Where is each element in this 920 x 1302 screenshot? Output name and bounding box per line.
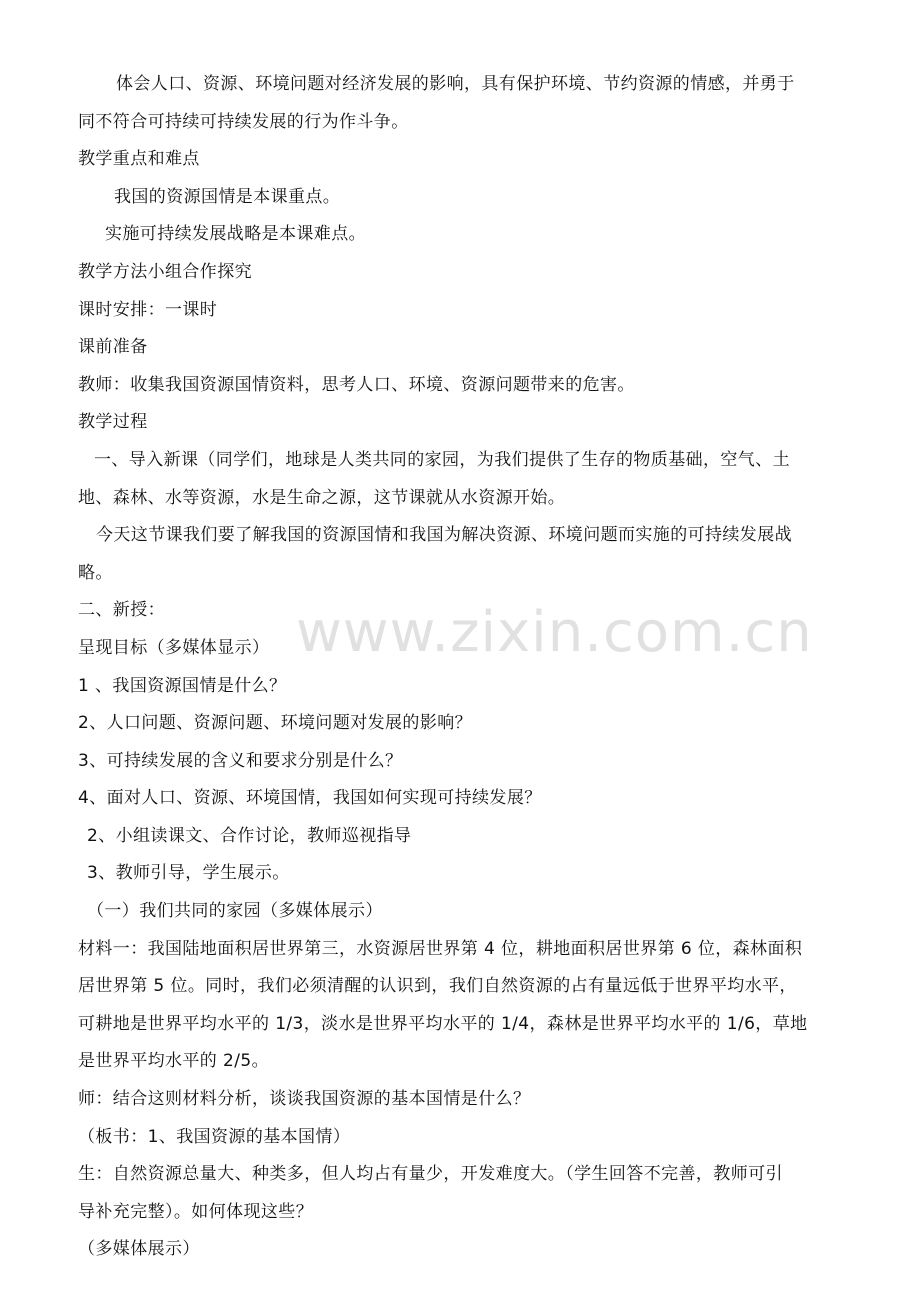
paragraph-line: 可耕地是世界平均水平的 1/3，淡水是世界平均水平的 1/4，森林是世界平均水平的 1/6，草地	[78, 1013, 808, 1034]
paragraph-line: 实施可持续发展战略是本课难点。	[105, 224, 366, 245]
list-item: 4、面对人口、资源、环境国情，我国如何实现可持续发展？	[78, 788, 542, 809]
paragraph-line: 生：自然资源总量大、种类多，但人均占有量少，开发难度大。（学生回答不完善，教师可引	[78, 1164, 783, 1185]
paragraph-line: 呈现目标（多媒体显示）	[78, 637, 270, 658]
list-item: 1 、我国资源国情是什么？	[78, 675, 287, 696]
paragraph-line: 教师：收集我国资源国情资料，思考人口、环境、资源问题带来的危害。	[78, 374, 635, 395]
paragraph-line: 地、森林、水等资源，水是生命之源，这节课就从水资源开始。	[78, 487, 566, 508]
paragraph-line: 材料一：我国陆地面积居世界第三，水资源居世界第 4 位，耕地面积居世界第 6 位，森林面积	[78, 938, 803, 959]
paragraph-line: 一、导入新课（同学们，地球是人类共同的家园，为我们提供了生存的物质基础，空气、土	[94, 449, 790, 470]
section-heading: 教学重点和难点	[78, 149, 200, 170]
paragraph-line: 是世界平均水平的 2/5。	[78, 1051, 269, 1072]
section-heading: 课时安排：一课时	[78, 299, 218, 320]
section-heading: 课前准备	[78, 337, 148, 358]
list-item: 3、可持续发展的含义和要求分别是什么？	[78, 750, 403, 771]
section-heading: 二、新授：	[78, 600, 165, 621]
list-item: 2、人口问题、资源问题、环境问题对发展的影响？	[78, 713, 473, 734]
paragraph-line: 同不符合可持续可持续发展的行为作斗争。	[78, 111, 409, 132]
section-heading: 教学方法小组合作探究	[78, 261, 252, 282]
paragraph-line: （板书：1、我国资源的基本国情）	[78, 1126, 351, 1147]
paragraph-line: 居世界第 5 位。同时，我们必须清醒的认识到，我们自然资源的占有量远低于世界平均水平，	[78, 976, 797, 997]
paragraph-line: 体会人口、资源、环境问题对经济发展的影响，具有保护环境、节约资源的情感，并勇于	[116, 74, 795, 94]
paragraph-line: 今天这节课我们要了解我国的资源国情和我国为解决资源、环境问题而实施的可持续发展战	[96, 525, 792, 546]
paragraph-line: 师：结合这则材料分析，谈谈我国资源的基本国情是什么？	[78, 1089, 531, 1110]
paragraph-line: 导补充完整）。如何体现这些？	[78, 1201, 314, 1222]
list-item: 2、小组读课文、合作讨论，教师巡视指导	[87, 825, 412, 846]
paragraph-line: 略。	[78, 562, 113, 583]
paragraph-line: 我国的资源国情是本课重点。	[114, 186, 341, 207]
subsection-heading: （一）我们共同的家园（多媒体展示）	[87, 901, 383, 922]
paragraph-line: （多媒体展示）	[78, 1239, 200, 1260]
watermark: www.zixin.com.cn	[296, 600, 813, 665]
document-body	[78, 66, 840, 1269]
section-heading: 教学过程	[78, 412, 148, 433]
list-item: 3、教师引导，学生展示。	[87, 863, 290, 884]
